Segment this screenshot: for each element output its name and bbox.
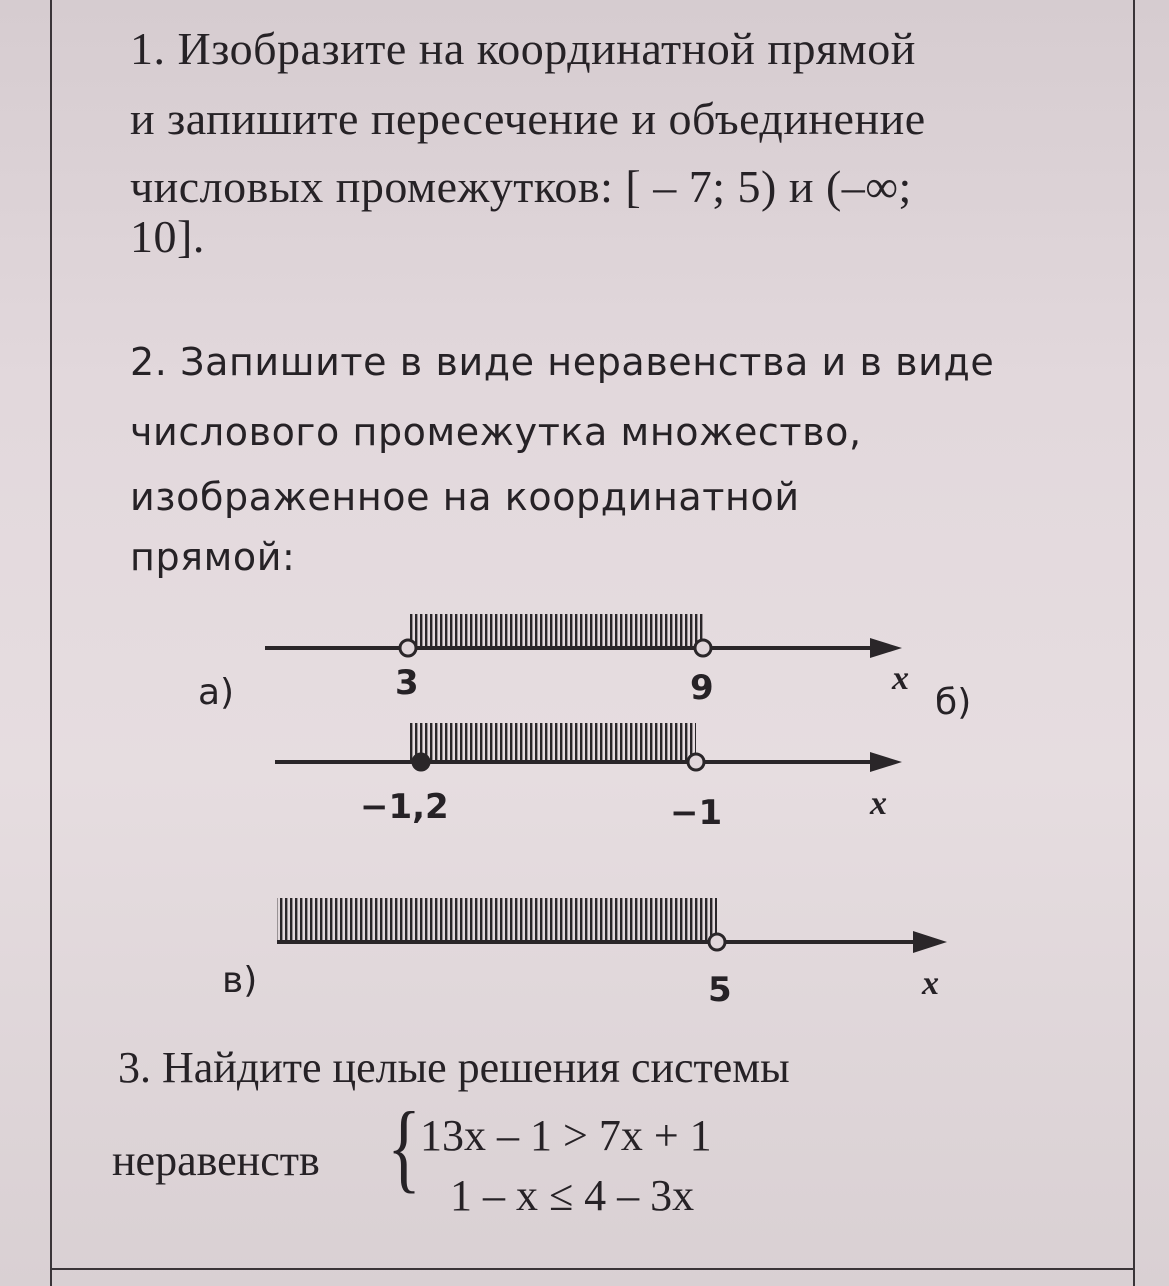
task3-word: неравенств: [112, 1136, 320, 1185]
point-a-3: [400, 640, 416, 656]
task2-line-2: числового промежутка множество,: [130, 410, 862, 454]
hatching-b: [408, 723, 696, 763]
tick-v-end: 5: [708, 970, 732, 1010]
task2-line-4: прямой:: [130, 535, 296, 579]
tick-a-start: 3: [395, 663, 419, 703]
inequality-1: 13x – 1 > 7x + 1: [420, 1111, 712, 1160]
hatching-v: [277, 898, 717, 942]
number-line-v: [277, 898, 947, 953]
task1-line-2: и запишите пересечение и объединение: [130, 93, 926, 144]
arrow-a: [870, 638, 902, 658]
system-brace: {: [387, 1091, 421, 1202]
number-line-b: [275, 723, 902, 772]
task1-line-1: 1. Изобразите на координатной прямой: [130, 23, 916, 74]
label-b: б): [935, 682, 972, 723]
axis-var-b: x: [870, 785, 887, 822]
task3-line-1: 3. Найдите целые решения системы: [118, 1043, 790, 1092]
arrow-v: [913, 931, 947, 953]
tick-a-end: 9: [690, 668, 714, 708]
label-a: а): [198, 672, 235, 713]
number-line-a: [265, 614, 902, 658]
task2-line-1: 2. Запишите в виде неравенства и в виде: [130, 340, 995, 384]
hatching-a: [408, 614, 704, 646]
point-b-neg-1-2: [413, 754, 429, 770]
tick-b-start: −1,2: [360, 787, 449, 827]
label-v: в): [222, 960, 258, 1001]
axis-var-a: x: [892, 660, 909, 697]
task1-line-4: 10].: [130, 211, 205, 262]
tick-b-end: −1: [670, 793, 723, 833]
axis-var-v: x: [922, 965, 939, 1002]
arrow-b: [870, 752, 902, 772]
inequality-2: 1 – x ≤ 4 – 3x: [450, 1171, 695, 1220]
task1-line-3: числовых промежутков: [ – 7; 5) и (–∞;: [130, 161, 912, 212]
point-b-neg-1: [688, 754, 704, 770]
point-v-5: [709, 934, 725, 950]
point-a-9: [695, 640, 711, 656]
task2-line-3: изображенное на координатной: [130, 475, 800, 519]
